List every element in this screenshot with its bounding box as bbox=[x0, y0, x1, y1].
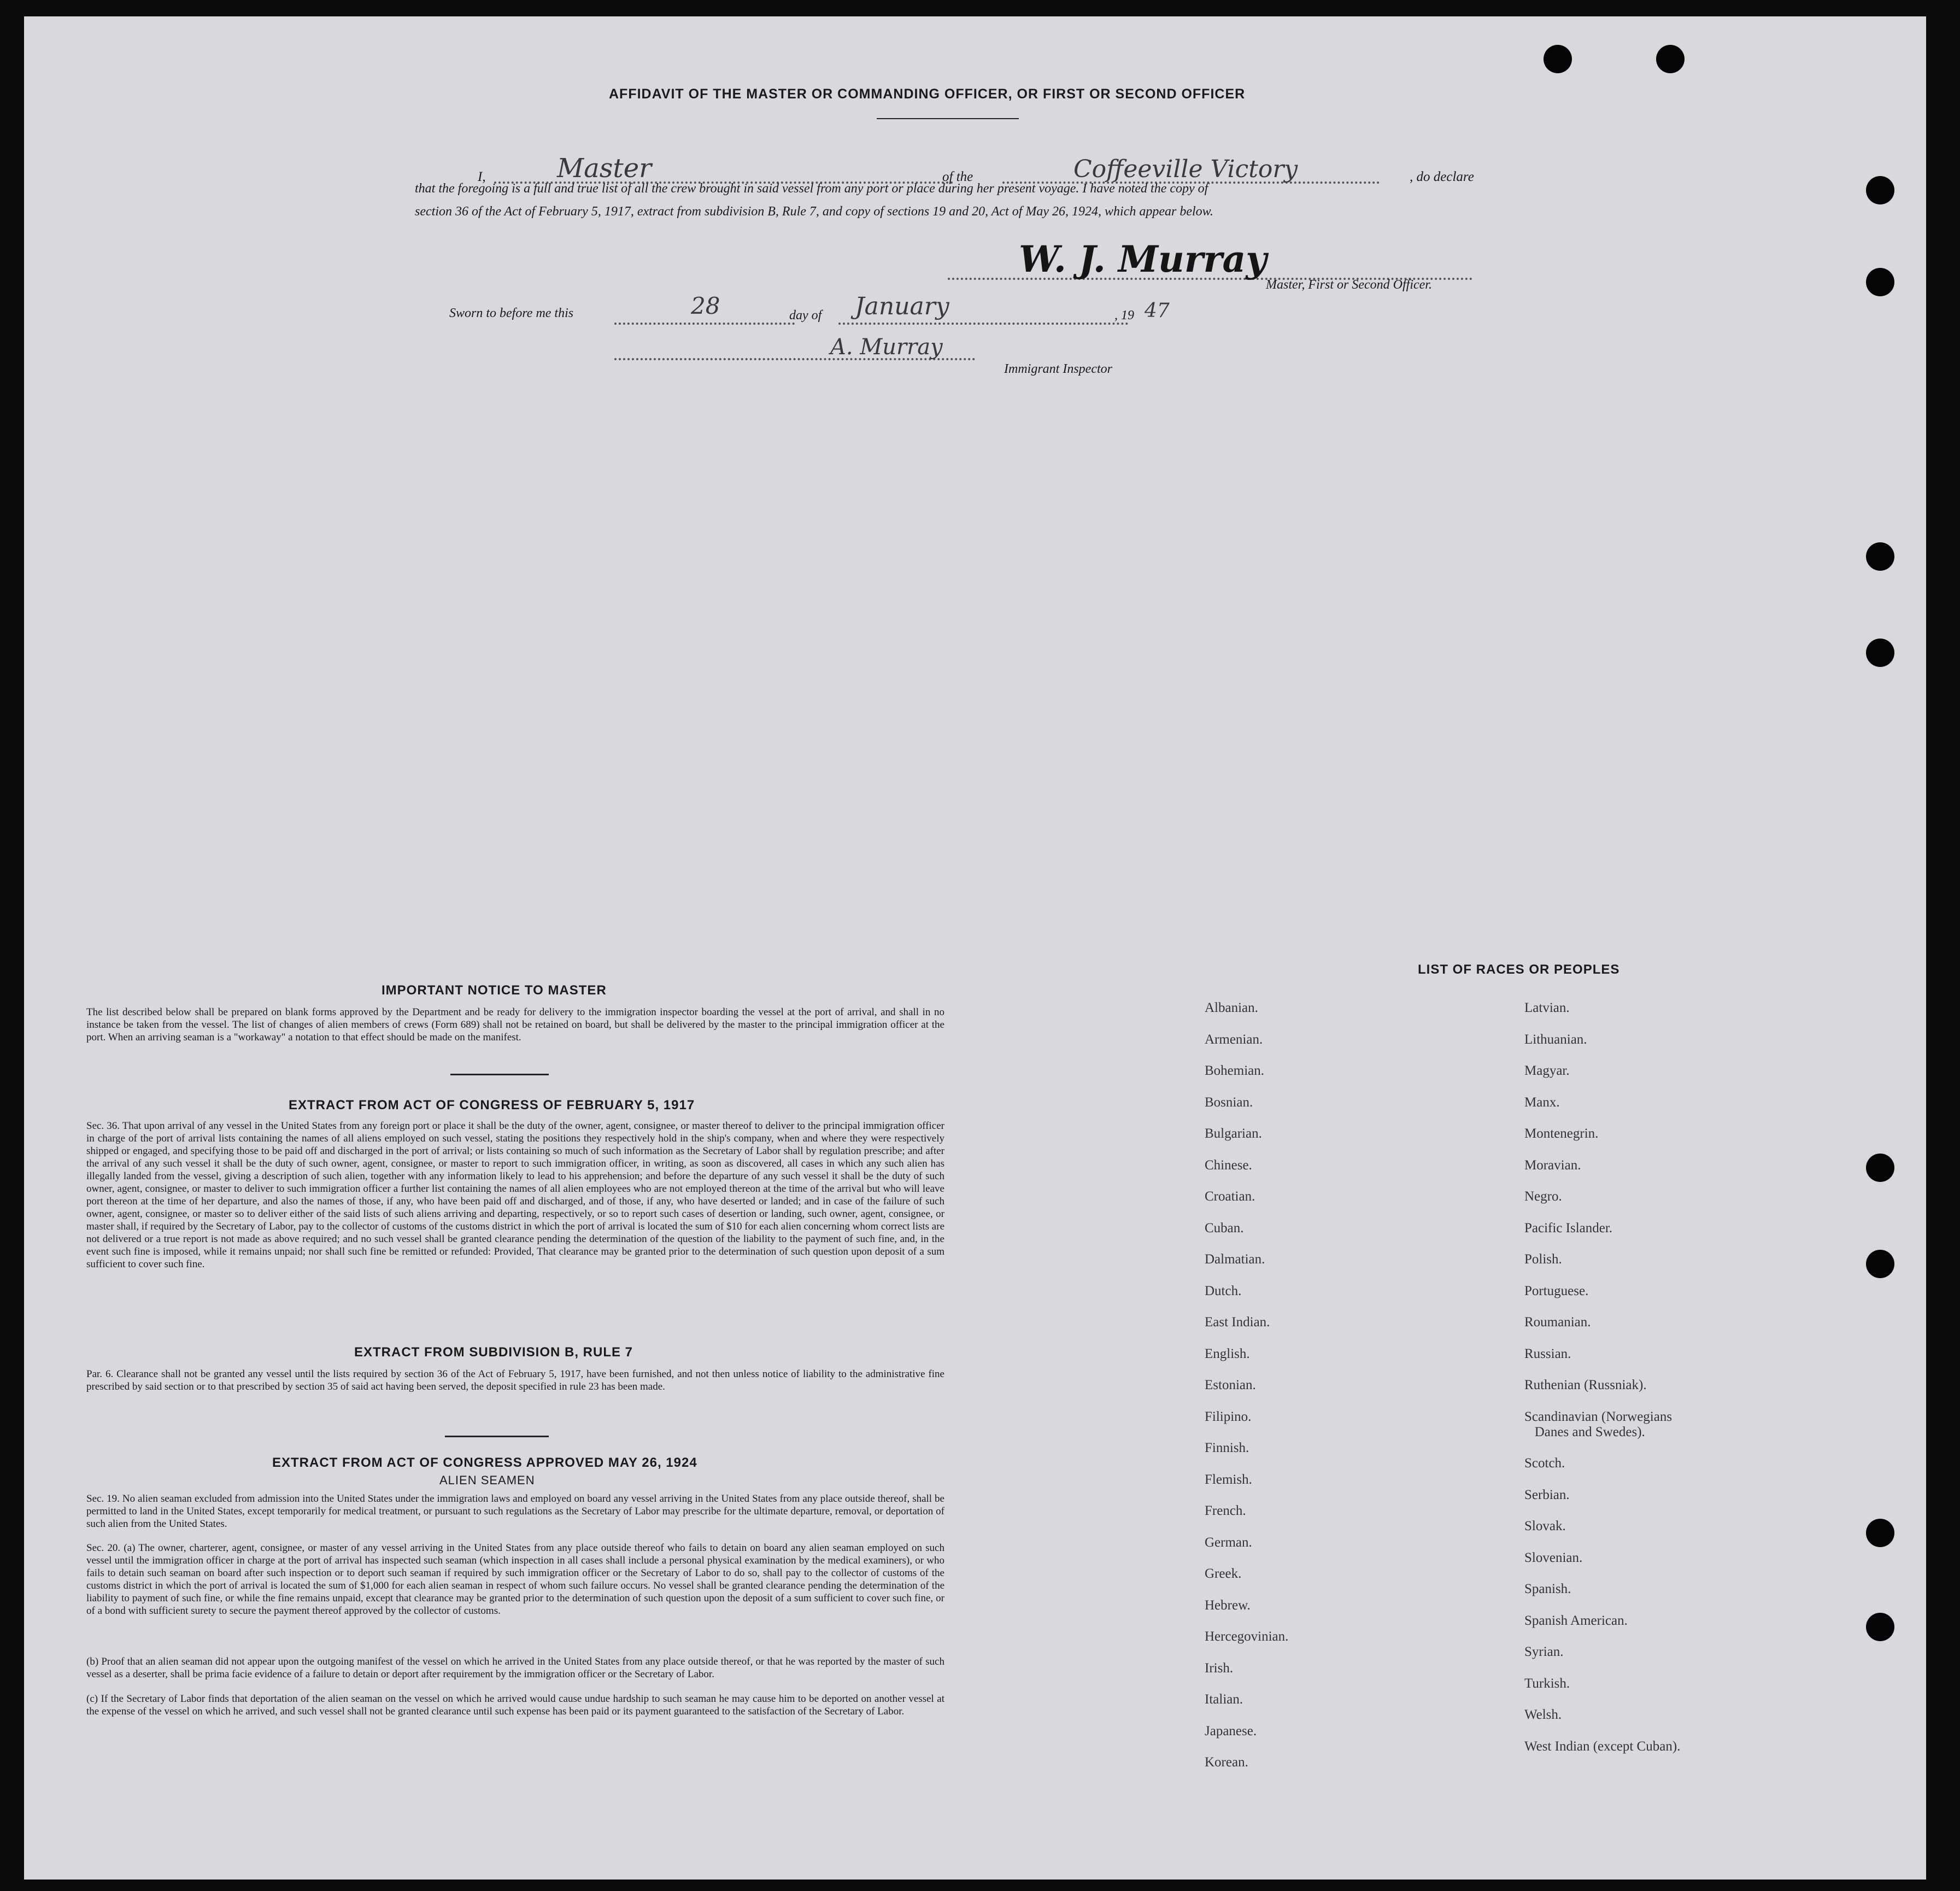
race-item: Roumanian. bbox=[1524, 1315, 1591, 1330]
rank-handwritten: Master bbox=[557, 153, 652, 184]
affidavit-title: AFFIDAVIT OF THE MASTER OR COMMANDING OFFICER, OR FIRST OR SECOND OFFICER bbox=[609, 86, 1246, 102]
race-item: Slovenian. bbox=[1524, 1550, 1583, 1565]
race-item: Ruthenian (Russniak). bbox=[1524, 1378, 1647, 1392]
race-item: Lithuanian. bbox=[1524, 1032, 1587, 1047]
race-item: Turkish. bbox=[1524, 1676, 1570, 1691]
race-item: Korean. bbox=[1205, 1755, 1248, 1770]
rule7-title: EXTRACT FROM SUBDIVISION B, RULE 7 bbox=[354, 1345, 633, 1360]
day-blank bbox=[614, 323, 795, 325]
affidavit-line2: that the foregoing is a full and true list of all the crew brought in said vessel from any port or place during her present voyage. I have noted the copy of bbox=[415, 182, 1208, 196]
race-item: Bohemian. bbox=[1205, 1063, 1265, 1078]
rule7-text: Par. 6. Clearance shall not be granted any vessel until the lists required by section 36 of the Act of February 5, 1917, have been furnished, and not then unless notice of liability to the administrative fine prescribed by said section or to that prescribed by section 35 of said act having been served, the deposit specified in rule 23 has been made. bbox=[86, 1368, 944, 1392]
inspector-caption: Immigrant Inspector bbox=[1004, 362, 1112, 376]
race-item: Welsh. bbox=[1524, 1707, 1562, 1722]
race-item: Finnish. bbox=[1205, 1441, 1249, 1455]
race-item: Albanian. bbox=[1205, 1000, 1258, 1015]
race-item: Latvian. bbox=[1524, 1000, 1570, 1015]
race-item: Dalmatian. bbox=[1205, 1252, 1265, 1267]
divider bbox=[445, 1436, 549, 1437]
race-item: Negro. bbox=[1524, 1189, 1562, 1204]
day-of-label: day of bbox=[789, 308, 822, 323]
notice-text: The list described below shall be prepared on blank forms approved by the Department and be ready for delivery to the immigration inspector boarding the vessel at the port of arrival, and shall in no instance be taken from the vessel. The list of changes of alien members of crews (Form 689) shall not be retained on board, but shall be delivered by the master to the principal immigration officer at the port. When an arriving seaman is a "workaway" a notation to that effect should be made on the manifest. bbox=[86, 1006, 944, 1043]
race-item: Scotch. bbox=[1524, 1456, 1565, 1471]
punch-hole bbox=[1866, 176, 1894, 204]
sec20b-text: (b) Proof that an alien seaman did not appear upon the outgoing manifest of the vessel on which he arrived in the United States from any place outside thereof, or that he was reported by the master of such vessel as a deserter, shall be prima facie evidence of a failure to detain or deport after requirement by the immigration officer or the Secretary of Labor. bbox=[86, 1656, 944, 1680]
day-handwritten: 28 bbox=[691, 292, 720, 319]
race-item: Manx. bbox=[1524, 1094, 1560, 1110]
race-item: Hebrew. bbox=[1205, 1597, 1251, 1613]
race-item: Italian. bbox=[1205, 1692, 1243, 1707]
race-item: East Indian. bbox=[1205, 1315, 1270, 1330]
punch-hole bbox=[1866, 268, 1894, 296]
race-item: Irish. bbox=[1205, 1660, 1234, 1676]
races-title: LIST OF RACES OR PEOPLES bbox=[1418, 962, 1620, 977]
race-item: Spanish. bbox=[1524, 1582, 1571, 1596]
lead-i: I, bbox=[478, 169, 486, 184]
vessel-handwritten: Coffeeville Victory bbox=[1073, 155, 1298, 183]
race-item: Croatian. bbox=[1205, 1189, 1255, 1204]
race-item: Pacific Islander. bbox=[1524, 1220, 1613, 1236]
race-item: Armenian. bbox=[1205, 1032, 1263, 1047]
race-item: Greek. bbox=[1205, 1566, 1242, 1581]
sec20c-text: (c) If the Secretary of Labor finds that deportation of the alien seaman on the vessel on which he arrived would cause undue hardship to such seaman he may cause him to be deported on another vessel at the expense of the vessel on which he arrived, and such vessel shall not be granted clearance until such expense has been paid or its payment guaranteed to the satisfaction of the Secretary of Labor. bbox=[86, 1693, 944, 1717]
affidavit-line3: section 36 of the Act of February 5, 1917, extract from subdivision B, Rule 7, and copy of sections 19 and 20, Act of May 26, 1924, which appear below. bbox=[415, 204, 1213, 219]
punch-hole bbox=[1866, 1519, 1894, 1547]
divider bbox=[450, 1074, 549, 1075]
race-item: Bosnian. bbox=[1205, 1094, 1253, 1110]
inspector-signature: A. Murray bbox=[830, 335, 943, 360]
extract1917-title: EXTRACT FROM ACT OF CONGRESS OF FEBRUARY 5, 1917 bbox=[289, 1098, 695, 1113]
sec20a-text: Sec. 20. (a) The owner, charterer, agent, consignee, or master of any vessel arriving in the United States from any place outside thereof who fails to detain on board any alien seaman employed on such vessel until the immigration officer in charge at the port of arrival has inspected such seaman (which inspection in all cases shall include a personal physical examination by the medical examiners), or who fails to detain such seaman on board after such inspection or to deport such seaman if required by such immigration officer or the Secretary of Labor to do so, shall pay to the collector of customs of the customs district in which the port of arrival is located the sum of $1,000 for each alien seaman in respect of whom such failure occurs. No vessel shall be granted clearance pending the determination of the liability to payment of such fine, or while the fine remains unpaid, except that clearance may be granted prior to the determination of such question upon the deposit of a sum sufficient to cover such fine, or of a bond with sufficient surety to secure the payment thereof approved by the collector of customs. bbox=[86, 1542, 944, 1617]
punch-hole bbox=[1656, 45, 1685, 73]
race-item: Portuguese. bbox=[1524, 1283, 1589, 1298]
race-item: Slovak. bbox=[1524, 1519, 1566, 1533]
race-item: Moravian. bbox=[1524, 1157, 1581, 1173]
divider bbox=[877, 118, 1019, 119]
punch-hole bbox=[1544, 45, 1572, 73]
race-item: Filipino. bbox=[1205, 1409, 1252, 1424]
punch-hole bbox=[1866, 1613, 1894, 1641]
of-the-label: of the bbox=[942, 169, 973, 184]
document-page bbox=[24, 16, 1926, 1880]
race-item: Japanese. bbox=[1205, 1723, 1257, 1738]
race-item: Serbian. bbox=[1524, 1487, 1570, 1502]
punch-hole bbox=[1866, 639, 1894, 667]
race-item: West Indian (except Cuban). bbox=[1524, 1738, 1681, 1754]
year-handwritten: 47 bbox=[1145, 300, 1170, 322]
race-item: Russian. bbox=[1524, 1346, 1571, 1361]
master-signature: W. J. Murray bbox=[1019, 238, 1267, 280]
month-blank bbox=[838, 323, 1128, 325]
race-item: Hercegovinian. bbox=[1205, 1629, 1289, 1644]
punch-hole bbox=[1866, 1154, 1894, 1182]
affidavit-line1 bbox=[456, 153, 1505, 186]
do-declare-label: , do declare bbox=[1410, 169, 1474, 184]
race-item: Polish. bbox=[1524, 1252, 1562, 1267]
race-item: Dutch. bbox=[1205, 1283, 1242, 1298]
punch-hole bbox=[1866, 542, 1894, 571]
notice-title: IMPORTANT NOTICE TO MASTER bbox=[382, 983, 607, 998]
punch-hole bbox=[1866, 1250, 1894, 1278]
race-item: Cuban. bbox=[1205, 1220, 1244, 1236]
race-item: Syrian. bbox=[1524, 1644, 1564, 1659]
extract1917-text: Sec. 36. That upon arrival of any vessel in the United States from any foreign port or place it shall be the duty of the owner, agent, consignee, or master thereof to deliver to the principal immigration officer in charge of the port of arrival lists containing the names of all aliens employed on such vessel, stating the positions they respectively hold in the ship's company, when and where they were respectively shipped or engaged, and specifying those to be paid off and discharged in the port of arrival; or lists containing so much of such information as the Secretary of Labor shall by regulation prescribe; and after the arrival of any such vessel it shall be the duty of such owner, agent, consignee, or master to report to such immigration officer, in writing, as soon as discovered, all cases in which any such alien has illegally landed from the vessel, giving a description of such alien, together with any information likely to lead to his apprehension; and before the departure of any such vessel it shall be the duty of such owner, agent, consignee, or master to deliver to such immigration officer a further list containing the names of all alien employees who are not employed thereon at the time of the arrival but who will leave port thereon at the time of her departure, and also the names of those, if any, who have been paid off and discharged, and of those, if any, who have deserted or landed; and in case of the failure of such owner, agent, consignee, or master so to deliver either of the said lists of such aliens arriving and departing, respectively, or so to report such cases of desertion or landing, such owner, agent, consignee, or master shall, if required by the Secretary of Labor, pay to the collector of customs of the customs district in which the port of arrival is located the sum of $10 for each alien concerning whom correct lists are not delivered or a true report is not made as above required; and no such vessel shall be granted clearance pending the determination of the question of the liability to the payment of such fine, and, in the event such fine is imposed, while it remains unpaid; nor shall such fine be remitted or refunded: Provided, That clearance may be granted prior to the determination of such question upon deposit of a sum sufficient to cover such fine. bbox=[86, 1120, 944, 1270]
month-handwritten: January bbox=[855, 292, 949, 320]
race-item: French. bbox=[1205, 1503, 1246, 1518]
signature-caption: Master, First or Second Officer. bbox=[1266, 278, 1432, 292]
race-item: Estonian. bbox=[1205, 1378, 1256, 1392]
sec19-text: Sec. 19. No alien seaman excluded from admission into the United States under the immigration laws and employed on board any vessel arriving in the United States from any place outside thereof, shall be permitted to land in the United States, except temporarily for medical treatment, or pursuant to such regulations as the Secretary of Labor may prescribe for the ultimate departure, removal, or deportation of such alien from the United States. bbox=[86, 1493, 944, 1530]
race-item: Chinese. bbox=[1205, 1157, 1252, 1173]
extract1924-subtitle: ALIEN SEAMEN bbox=[439, 1473, 535, 1487]
race-item: Montenegrin. bbox=[1524, 1126, 1599, 1141]
race-item: Scandinavian (Norwegians Danes and Swedes). bbox=[1524, 1409, 1673, 1439]
race-item: Spanish American. bbox=[1524, 1613, 1628, 1628]
race-item: Bulgarian. bbox=[1205, 1126, 1262, 1141]
race-item: Magyar. bbox=[1524, 1063, 1570, 1078]
sworn-label: Sworn to before me this bbox=[449, 306, 574, 320]
extract1924-title: EXTRACT FROM ACT OF CONGRESS APPROVED MAY 26, 1924 bbox=[272, 1455, 697, 1470]
race-item: English. bbox=[1205, 1346, 1250, 1361]
race-item: German. bbox=[1205, 1535, 1252, 1550]
year-prefix: , 19 bbox=[1114, 308, 1134, 323]
race-item: Flemish. bbox=[1205, 1472, 1252, 1487]
